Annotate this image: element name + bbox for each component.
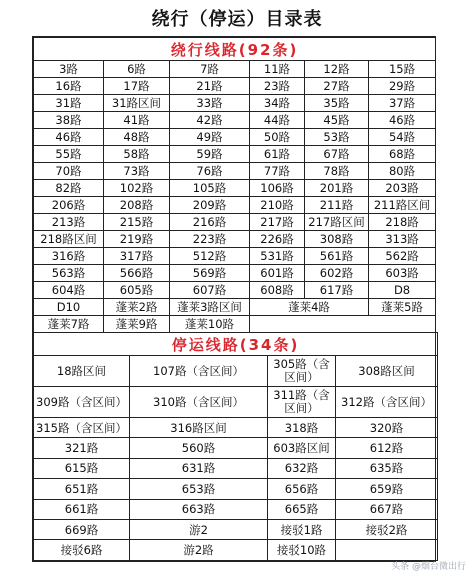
route-cell: 105路 xyxy=(170,180,250,197)
route-cell: 316路区间 xyxy=(130,418,268,438)
route-cell: 617路 xyxy=(305,282,369,299)
route-cell: 219路 xyxy=(104,231,170,248)
route-cell: 601路 xyxy=(250,265,305,282)
suspended-row xyxy=(34,438,438,458)
route-cell: 80路 xyxy=(369,163,436,180)
route-cell: 6路 xyxy=(104,61,170,78)
route-cell: 659路 xyxy=(336,479,438,499)
route-cell: 602路 xyxy=(305,265,369,282)
route-cell: 226路 xyxy=(250,231,305,248)
route-cell: 320路 xyxy=(336,418,438,438)
route-cell: 蓬莱3路区间 xyxy=(170,299,250,316)
route-cell: 12路 xyxy=(305,61,369,78)
route-cell: 206路 xyxy=(34,197,104,214)
route-cell: 612路 xyxy=(336,438,438,458)
route-cell: 665路 xyxy=(268,499,336,519)
detour-row xyxy=(34,129,436,146)
detour-row xyxy=(34,214,436,231)
route-cell: 18路区间 xyxy=(34,356,130,387)
route-cell: 蓬莱5路 xyxy=(369,299,436,316)
route-cell: 68路 xyxy=(369,146,436,163)
detour-row xyxy=(34,95,436,112)
suspended-row xyxy=(34,519,438,539)
route-cell: 49路 xyxy=(170,129,250,146)
route-cell: 70路 xyxy=(34,163,104,180)
detour-row xyxy=(34,163,436,180)
route-cell: 566路 xyxy=(104,265,170,282)
route-cell: 210路 xyxy=(250,197,305,214)
route-cell: 游2路 xyxy=(130,540,268,560)
detour-row xyxy=(34,197,436,214)
suspended-row xyxy=(34,458,438,478)
suspended-section-heading: 停运线路(34条) xyxy=(34,333,438,356)
route-cell: 608路 xyxy=(250,282,305,299)
route-cell: 54路 xyxy=(369,129,436,146)
route-cell: 631路 xyxy=(130,458,268,478)
route-cell: 27路 xyxy=(305,78,369,95)
route-cell: 21路 xyxy=(170,78,250,95)
route-cell: 211路区间 xyxy=(369,197,436,214)
route-cell: 接驳10路 xyxy=(268,540,336,560)
route-cell: 67路 xyxy=(305,146,369,163)
route-cell: 77路 xyxy=(250,163,305,180)
route-cell: 44路 xyxy=(250,112,305,129)
route-cell: 562路 xyxy=(369,248,436,265)
detour-row xyxy=(34,78,436,95)
route-cell: 15路 xyxy=(369,61,436,78)
route-cell: 651路 xyxy=(34,479,130,499)
detour-row xyxy=(34,231,436,248)
route-cell: 53路 xyxy=(305,129,369,146)
route-cell: 46路 xyxy=(369,112,436,129)
route-cell: 217路区间 xyxy=(305,214,369,231)
route-cell: 接驳1路 xyxy=(268,519,336,539)
route-cell: 632路 xyxy=(268,458,336,478)
route-cell: 50路 xyxy=(250,129,305,146)
route-cell: 217路 xyxy=(250,214,305,231)
route-cell: 223路 xyxy=(170,231,250,248)
route-cell: 106路 xyxy=(250,180,305,197)
route-cell: 309路（含区间） xyxy=(34,387,130,418)
route-cell: 603路 xyxy=(369,265,436,282)
route-cell: 317路 xyxy=(104,248,170,265)
route-cell: 201路 xyxy=(305,180,369,197)
detour-table xyxy=(33,37,436,333)
route-cell: 218路 xyxy=(369,214,436,231)
route-cell: 46路 xyxy=(34,129,104,146)
route-cell: 312路（含区间） xyxy=(336,387,438,418)
route-cell: 35路 xyxy=(305,95,369,112)
route-cell: 33路 xyxy=(170,95,250,112)
route-cell: 接驳6路 xyxy=(34,540,130,560)
route-cell: 531路 xyxy=(250,248,305,265)
route-cell: D10 xyxy=(34,299,104,316)
route-cell: 48路 xyxy=(104,129,170,146)
detour-row xyxy=(34,265,436,282)
route-cell: 656路 xyxy=(268,479,336,499)
route-cell: 321路 xyxy=(34,438,130,458)
route-cell: 3路 xyxy=(34,61,104,78)
route-cell: 316路 xyxy=(34,248,104,265)
route-cell: 669路 xyxy=(34,519,130,539)
route-cell: 45路 xyxy=(305,112,369,129)
route-cell: 607路 xyxy=(170,282,250,299)
route-cell: 61路 xyxy=(250,146,305,163)
route-cell: 203路 xyxy=(369,180,436,197)
detour-row xyxy=(34,248,436,265)
route-cell: 311路（含区间） xyxy=(268,387,336,418)
route-cell: 215路 xyxy=(104,214,170,231)
route-cell: 34路 xyxy=(250,95,305,112)
route-cell: 216路 xyxy=(170,214,250,231)
route-cell: 7路 xyxy=(170,61,250,78)
route-cell: 209路 xyxy=(170,197,250,214)
route-cell: 107路（含区间） xyxy=(130,356,268,387)
route-cell: 310路（含区间） xyxy=(130,387,268,418)
route-cell: 208路 xyxy=(104,197,170,214)
detour-row xyxy=(34,282,436,299)
detour-row xyxy=(34,146,436,163)
route-cell: 82路 xyxy=(34,180,104,197)
route-cell: 603路区间 xyxy=(268,438,336,458)
route-cell: 蓬莱7路 xyxy=(34,316,104,333)
route-cell: 蓬莱10路 xyxy=(170,316,250,333)
route-cell: 605路 xyxy=(104,282,170,299)
route-cell: 31路 xyxy=(34,95,104,112)
directory-table xyxy=(32,36,436,562)
route-cell: 318路 xyxy=(268,418,336,438)
route-cell: 569路 xyxy=(170,265,250,282)
suspended-table xyxy=(33,332,438,561)
page-title: 绕行（停运）目录表 xyxy=(151,9,323,30)
route-cell: 38路 xyxy=(34,112,104,129)
route-cell: 102路 xyxy=(104,180,170,197)
route-cell: 218路区间 xyxy=(34,231,104,248)
route-cell: 667路 xyxy=(336,499,438,519)
route-cell: 11路 xyxy=(250,61,305,78)
suspended-row xyxy=(34,499,438,519)
route-cell: 17路 xyxy=(104,78,170,95)
route-cell: 31路区间 xyxy=(104,95,170,112)
route-cell: 512路 xyxy=(170,248,250,265)
route-cell: 308路区间 xyxy=(336,356,438,387)
route-cell: 615路 xyxy=(34,458,130,478)
route-cell: 37路 xyxy=(369,95,436,112)
route-cell: 蓬莱2路 xyxy=(104,299,170,316)
route-cell: 213路 xyxy=(34,214,104,231)
route-cell: 55路 xyxy=(34,146,104,163)
route-cell: 73路 xyxy=(104,163,170,180)
detour-section-heading: 绕行线路(92条) xyxy=(34,38,436,61)
route-cell: 661路 xyxy=(34,499,130,519)
route-cell: 游2 xyxy=(130,519,268,539)
route-cell: 23路 xyxy=(250,78,305,95)
detour-row xyxy=(34,112,436,129)
route-cell: 16路 xyxy=(34,78,104,95)
route-cell: 653路 xyxy=(130,479,268,499)
route-cell: 313路 xyxy=(369,231,436,248)
detour-row xyxy=(34,180,436,197)
route-cell: 308路 xyxy=(305,231,369,248)
route-cell: 41路 xyxy=(104,112,170,129)
route-cell: 76路 xyxy=(170,163,250,180)
route-cell: 29路 xyxy=(369,78,436,95)
route-cell: 305路（含区间） xyxy=(268,356,336,387)
suspended-row xyxy=(34,540,438,560)
detour-row xyxy=(34,61,436,78)
route-cell: 663路 xyxy=(130,499,268,519)
route-cell: 211路 xyxy=(305,197,369,214)
route-cell: 42路 xyxy=(170,112,250,129)
route-cell: 78路 xyxy=(305,163,369,180)
route-cell: 315路（含区间） xyxy=(34,418,130,438)
route-cell: 561路 xyxy=(305,248,369,265)
empty-cell xyxy=(250,316,436,333)
empty-cell xyxy=(336,540,438,560)
route-cell: 563路 xyxy=(34,265,104,282)
route-cell: 560路 xyxy=(130,438,268,458)
route-cell: 59路 xyxy=(170,146,250,163)
watermark: 头条 @烟台微出行 xyxy=(391,562,466,572)
route-cell: 蓬莱9路 xyxy=(104,316,170,333)
route-cell: 蓬莱4路 xyxy=(250,299,369,316)
route-cell: 58路 xyxy=(104,146,170,163)
suspended-row xyxy=(34,479,438,499)
route-cell: 接驳2路 xyxy=(336,519,438,539)
route-cell: 635路 xyxy=(336,458,438,478)
route-cell: D8 xyxy=(369,282,436,299)
route-cell: 604路 xyxy=(34,282,104,299)
